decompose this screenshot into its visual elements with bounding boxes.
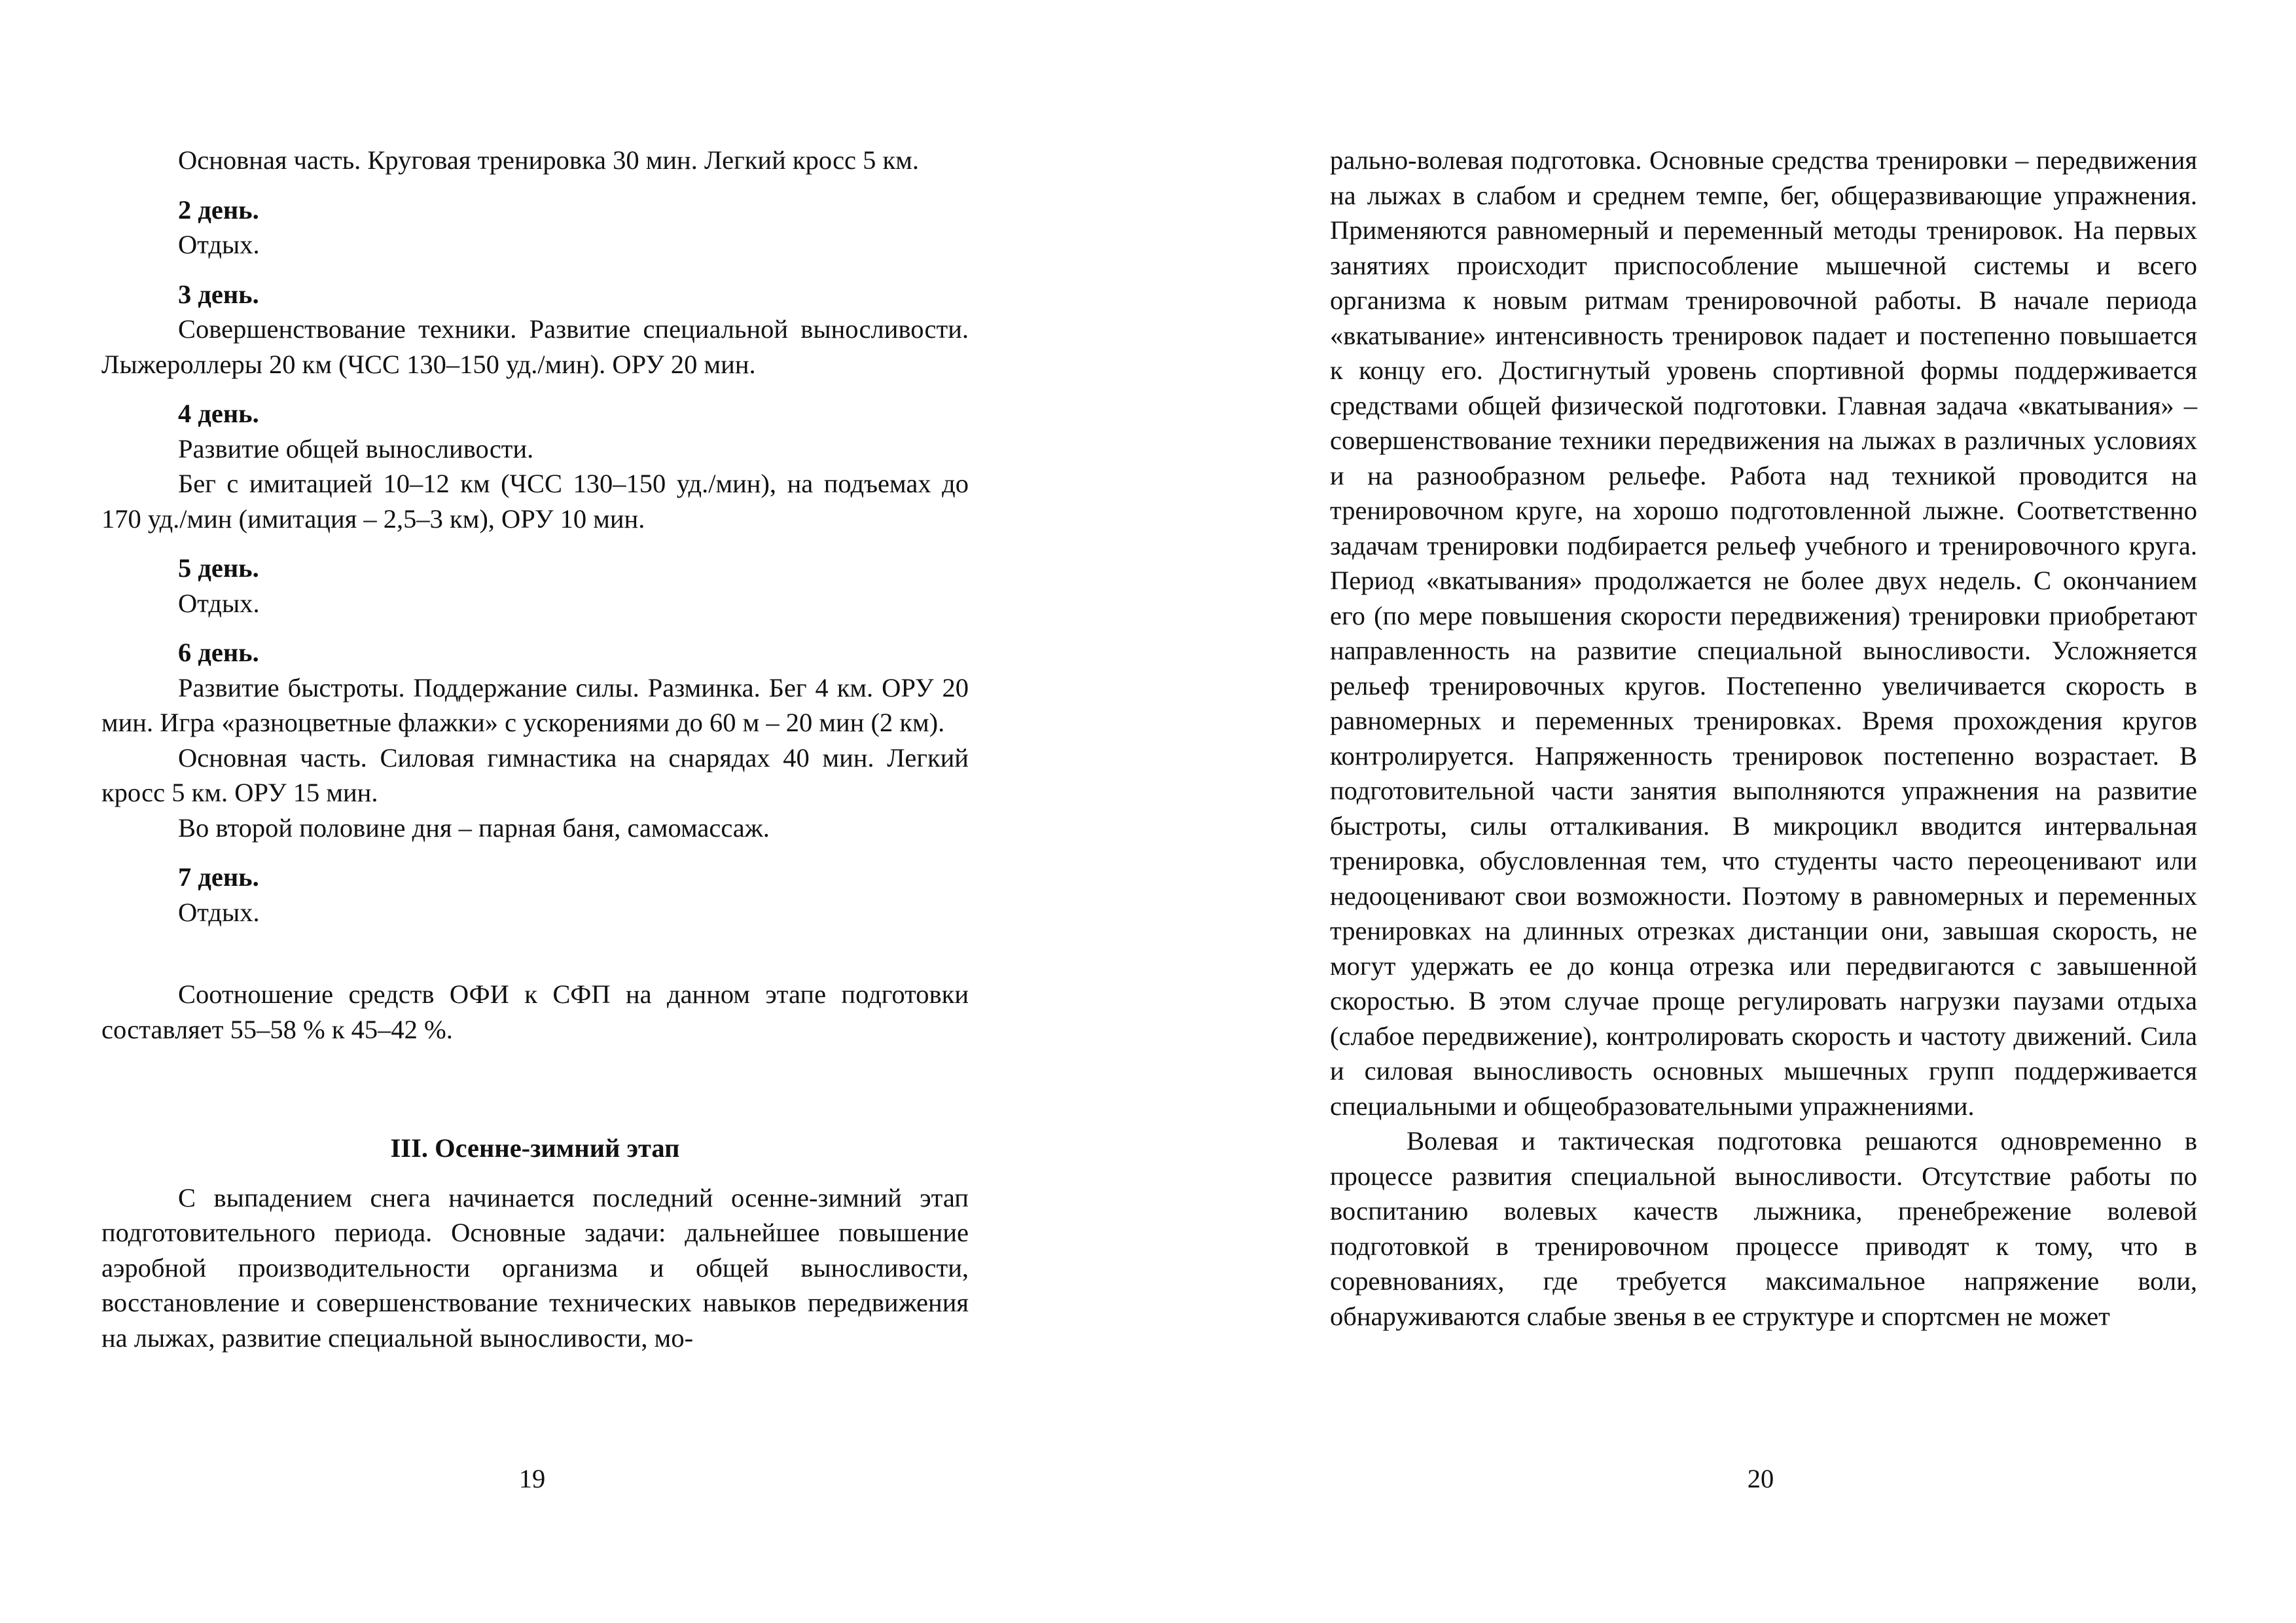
day-6-text-1: Развитие быстроты. Поддержание силы. Разминка. Бег 4 км. ОРУ 20 мин. Игра «разноцветные флажки» с ускорениями до 60 м – 20 мин (2 км). xyxy=(101,672,969,737)
intro-paragraph: Основная часть. Круговая тренировка 30 мин. Легкий кросс 5 км. xyxy=(178,145,919,175)
day-2-text: Отдых. xyxy=(178,230,260,259)
day-7-heading: 7 день. xyxy=(178,862,259,892)
section-heading: III. Осенне-зимний этап xyxy=(390,1133,680,1163)
day-5-text: Отдых. xyxy=(178,588,260,618)
ratio-paragraph: Соотношение средств ОФИ к СФП на данном этапе подготовки составляет 55–58 % к 45–42 %. xyxy=(101,979,969,1044)
page-number-left: 19 xyxy=(518,1464,546,1493)
section-paragraph: С выпадением снега начинается последний осенне-зимний этап подготовительного периода. Основные задачи: дальнейшее повышение аэробной производительности организма и общей выносливости, восстановление и совершенствование технических навыков передвижения на лыжах, развитие специальной выносливости, мо- xyxy=(101,1182,969,1353)
continued-paragraph: рально-волевая подготовка. Основные средства тренировки – передвижения на лыжах в слабом и среднем темпе, бег, общеразвивающие упражнения. Применяются равномерный и переменный методы тренировок. На первых занятиях происходит приспособление мышечной системы и всего организма к новым ритмам тренировочной работы. В начале периода «вкатывание» интенсивность тренировок падает и постепенно повышается к концу его. Достигнутый уровень спортивной формы поддерживается средствами общей физической подготовки. Главная задача «вкатывания» – совершенствование техники передвижения на лыжах в различных условиях и на разнообразном рельефе. Работа над техникой проводится на тренировочном круге, на хорошо подготовленной лыжне. Соответственно задачам тренировки подбирается рельеф учебного и тренировочного круга. Период «вкатывания» продолжается не более двух недель. С окончанием его (по мере повышения скорости передвижения) тренировки приобретают направленность на развитие специальной выносливости. Усложняется рельеф тренировочных кругов. Постепенно увеличивается скорость в равномерных и переменных тренировках. Время прохождения кругов контролируется. Напряженность тренировок постепенно возрастает. В подготовительной части занятия выполняются упражнения на развитие быстроты, силы отталкивания. В микроцикл вводится интервальная тренировка, обусловленная тем, что студенты часто переоценивают или недооценивают свои возможности. Поэтому в равномерных и переменных тренировках на длинных отрезках дистанции они, завышая скорость, не могут удержать ее до конца отрезка или передвигаются с завышенной скоростью. В этом случае проще регулировать нагрузки паузами отдыха (слабое передвижение), контролировать скорость и частоту движений. Сила и силовая выносливость основных мышечных групп поддерживается специальными и общеобразовательными упражнениями. xyxy=(1330,145,2197,1121)
day-2-heading: 2 день. xyxy=(178,194,259,225)
day-3-text: Совершенствование техники. Развитие специальной выносливости. Лыжероллеры 20 км (ЧСС 130–150 уд./мин). ОРУ 20 мин. xyxy=(101,314,969,379)
day-7-text: Отдых. xyxy=(178,897,260,927)
day-3-heading: 3 день. xyxy=(178,279,259,309)
day-6-text-3: Во второй половине дня – парная баня, самомассаж. xyxy=(178,812,770,843)
day-4-text-2: Бег с имитацией 10–12 км (ЧСС 130–150 уд./мин), на подъемах до 170 уд./мин (имитация – 2,5–3 км), ОРУ 10 мин. xyxy=(101,469,969,534)
day-4-heading: 4 день. xyxy=(178,399,259,428)
day-6-text-2: Основная часть. Силовая гимнастика на снарядах 40 мин. Легкий кросс 5 км. ОРУ 15 мин. xyxy=(101,742,969,807)
willpower-paragraph: Волевая и тактическая подготовка решаются одновременно в процессе развития специальной выносливости. Отсутствие работы по воспитанию волевых качеств лыжника, пренебрежение волевой подготовкой в тренировочном процессе приводят к тому, что в соревнованиях, где требуется максимальное напряжение воли, обнаруживаются слабые звенья в ее структуре и спортсмен не может xyxy=(1330,1126,2197,1331)
page-number-right: 20 xyxy=(1747,1464,1774,1493)
left-text-column xyxy=(101,143,969,1355)
day-5-heading: 5 день. xyxy=(178,553,259,583)
right-page xyxy=(1148,0,2296,1623)
day-6-heading: 6 день. xyxy=(178,638,259,667)
right-text-column xyxy=(1330,143,2197,1334)
day-4-text-1: Развитие общей выносливости. xyxy=(178,433,534,464)
